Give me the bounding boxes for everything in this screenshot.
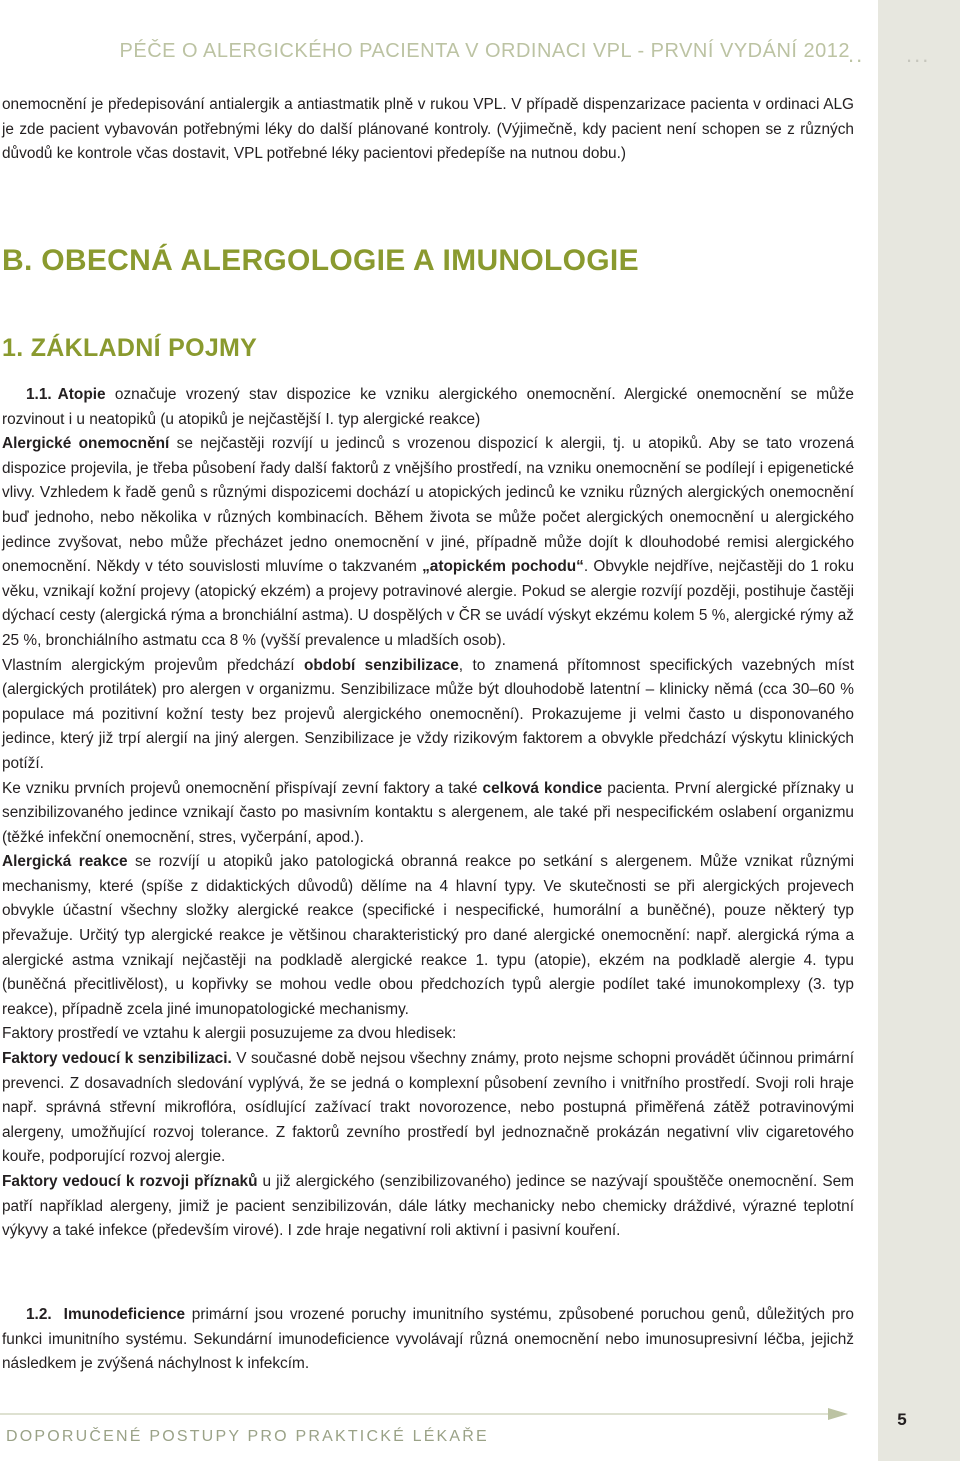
running-header [0,40,960,80]
item-1-2-text: primární jsou vrozené poruchy imunitního systému, způsobené poruchou genů, důležitých pro funkci imunitního systému. Sekundární imunodeficience vyvolávají různá onemocnění nebo imunosupresivní léčba, jejichž následkem je zvýšená náchylnost k infekcím. [2,1306,854,1373]
item-1-1 [2,383,854,432]
header-dots: .. [848,42,865,67]
p3-text-2: pacienta. První alergické příznaky u senzibilizovaného jedince vznikají často po masivním kontaktu s alergenem, ale také při nespecifickém oslabení organizmu (těžké infekční onemocnění, stres, vyčerpání, apod.). [2,779,854,846]
paragraph-senzibilizace [2,654,854,777]
page-number: 5 [897,1410,907,1429]
term-alergicke-onemocneni: Alergické onemocnění [2,435,170,453]
item-1-2-block [2,1303,854,1377]
subsection-heading: 1. ZÁKLADNÍ POJMY [2,334,258,362]
paragraph-alergicke-onemocneni [2,432,854,653]
term-obdobi-senzibilizace: období senzibilizace [303,656,459,674]
header-title: PÉČE O ALERGICKÉHO PACIENTA V ORDINACI VPL - PRVNÍ VYDÁNÍ 2012 [119,40,850,62]
p7-text: u již alergického (senzibilizovaného) jedince se nazývají spouštěče onemocnění. Sem patří například alergeny, jimiž je pacient senzibilizován, dále látky mechanicky nebo chemicky dráždivé, výrazné teplotní výkyvy a také infekce (především virové). I zde hraje negativní roli aktivní i pasivní kouření. [2,1173,854,1240]
paragraph-faktory-prostredi: Faktory prostředí ve vztahu k alergii posuzujeme za dvou hledisek: [2,1025,457,1043]
footer-arrow-icon [0,1407,850,1421]
term-atopicky-pochod: „atopickém pochodu“ [422,558,584,576]
page-side-band [878,0,960,1461]
term-faktory-senzibilizace: Faktory vedoucí k senzibilizaci. [2,1050,232,1068]
p2-text-2: , to znamená přítomnost specifických vazebných míst (alergických protilátek) pro alergen v organizmu. Senzibilizace může být dlouhodobě latentní – klinicky němá (cca 30–60 % populace má pozitivní kožní testy bez projevů alergického onemocnění). Prokazujeme ji velmi často u disponovaného jedince, který již trpí alergií na jiný alergen. Senzibilizace je vždy rizikovým faktorem a obvykle předchází výskytu klinických potíží. [2,656,854,772]
p1-text-2: . Obvykle nejdříve, nejčastěji do 1 roku věku, vznikají kožní projevy (atopický ekzém) a projevy potravinové alergie. Pokud se alergie rozvíjí později, postihuje častěji dýchací cesty (alergická rýma a bronchiální astma). U dospělých v ČR se uvádí výskyt ekzému kolem 5 %, alergické rýmy až 25 %, bronchiálního astmatu cca 8 % (vyšší prevalence u mladších osob). [2,558,854,649]
intro-paragraph: onemocnění je předepisování antialergik a antiastmatik plně v rukou VPL. V případě dispenzarizace pacienta v ordinaci ALG je zde pacient vybavován potřebnými léky do další plánované kontroly. (Výjimečně, kdy pacient není schopen se z různých důvodů ke kontrole včas dostavit, VPL potřebné léky pacientovi předepíše na nutnou dobu.) [2,96,854,163]
paragraph-faktory-senzibilizace [2,1047,854,1170]
item-1-2-term: Imunodeficience [63,1306,186,1323]
paragraph-faktory-priznaku [2,1170,854,1244]
item-1-1-term: Atopie [57,386,106,403]
section-heading: B. OBECNÁ ALERGOLOGIE A IMUNOLOGIE [2,244,639,277]
footer-text: DOPORUČENÉ POSTUPY PRO PRAKTICKÉ LÉKAŘE [6,1428,489,1445]
paragraph-alergicka-reakce [2,850,854,1022]
term-celkova-kondice: celková kondice [482,779,603,797]
item-1-2-number: 1.2. [26,1306,52,1323]
main-text-block [2,383,854,1244]
p2-text: Vlastním alergickým projevům předchází [2,656,304,674]
intro-paragraph-block [2,93,854,167]
p4-text: se rozvíjí u atopiků jako patologická obranná reakce po setkání s alergenem. Může vznikat různými mechanismy, které (spíše z didaktických důvodů) dělíme na 4 hlavní typy. Ve skutečnosti se při alergických projevech obvykle účastní všechny složky alergické reakce (specifické i nespecifické, humorální a buněčné), pouze některý typ převažuje. Určitý typ alergické reakce je většinou charakteristický pro dané alergické onemocnění: např. alergická rýma a alergické astma vznikají nejčastěji na podkladě alergické reakce 1. typu (atopie), ekzém na podkladě alergie 4. typu (buněčná přecitlivělost), u kopřivky se mohou vedle obou předchozích typů alergie podílet také imunokomplexy (3. typ reakce), případně zcela jiné imunopatologické mechanismy. [2,853,855,1018]
item-1-2 [2,1303,854,1377]
item-1-1-number: 1.1. [26,386,52,403]
term-faktory-priznaku: Faktory vedoucí k rozvoji příznaků [2,1173,258,1190]
term-alergicka-reakce: Alergická reakce [2,853,128,871]
paragraph-celkova-kondice [2,777,854,851]
p3-text: Ke vzniku prvních projevů onemocnění přispívají zevní faktory a také [2,779,483,797]
p1-text: se nejčastěji rozvíjí u jedinců s vrozenou dispozicí k alergii, tj. u atopiků. Aby se tato vrozená dispozice projevila, je třeba působení řady další faktorů z vnějšího prostředí, na vzniku onemocnění se podílejí i epigenetické vlivy. Vzhledem k řadě genů s různými dispozicemi dochází u atopických jedinců ke vzniku různých alergických onemocnění buď jednoho, nebo několika v různých kombinacích. Během života se může počet alergických onemocnění u alergického jedince zvyšovat, nebo může přecházet jedno onemocnění v jiné, případně může dojít k dlouhodobé remisi alergického onemocnění. Někdy v této souvislosti mluvíme o takzvaném [2,435,854,576]
page-footer [0,1410,960,1461]
header-dots-end: ... [906,42,931,67]
p6-text: V současné době nejsou všechny známy, proto nejsme schopni provádět účinnou primární prevenci. Z dosavadních sledování vyplývá, že se jedná o komplexní působení zevního i vnitřního prostředí. Svoji roli hraje např. správná střevní mikroflóra, osídlující zažívací trakt novorozence, nebo postupná přiměřená zátěž potravinovými alergeny, umožňující rozvoj tolerance. Z faktorů zevního prostředí byl jednoznačně prokázán negativní vliv cigaretového kouře, podporující rozvoj alergie. [2,1050,855,1166]
item-1-1-text: označuje vrozený stav dispozice ke vzniku alergického onemocnění. Alergické onemocnění se může rozvinout i u neatopiků (u atopiků je nejčastější I. typ alergické reakce) [2,386,854,428]
